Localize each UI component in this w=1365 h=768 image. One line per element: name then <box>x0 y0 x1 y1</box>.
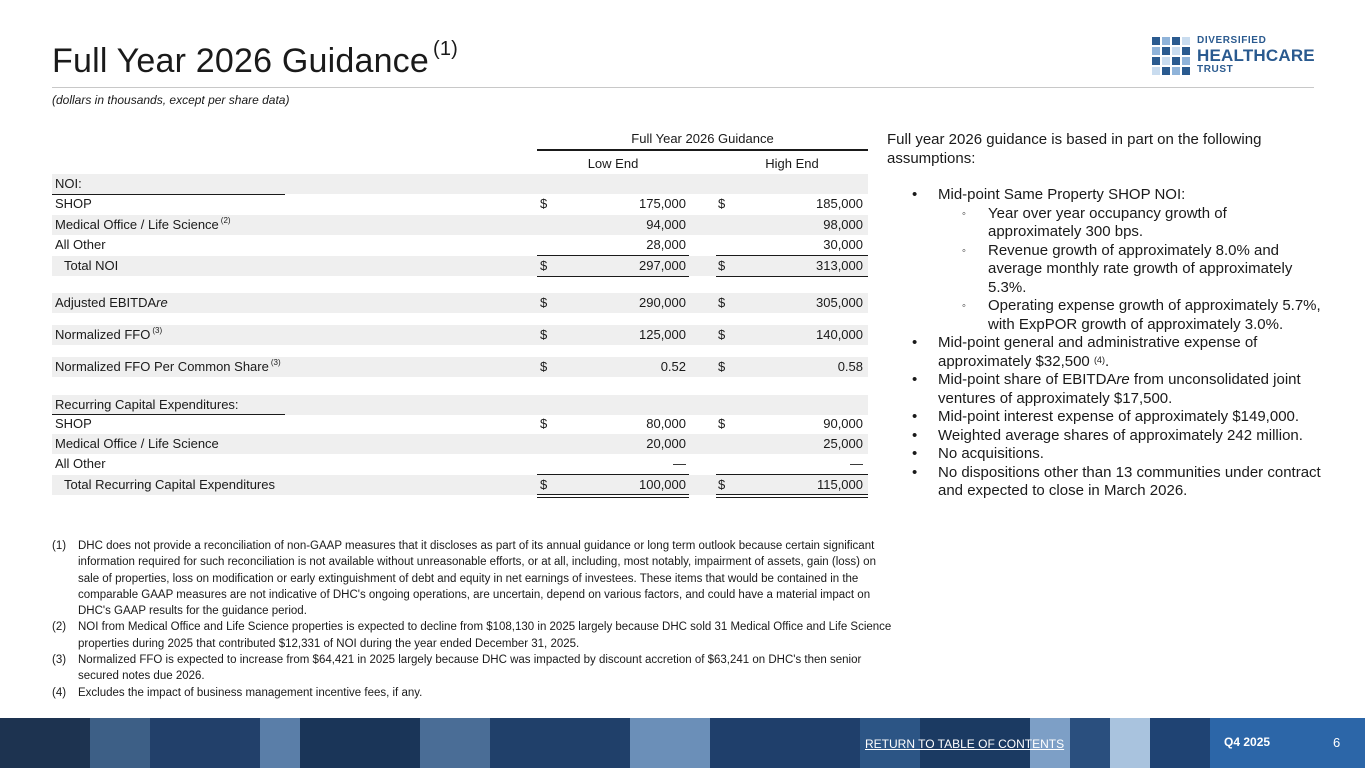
footnote-text: Normalized FFO is expected to increase from $64,421 in 2025 largely because DHC was impacted by discount accretion of $63,241 on DHC's then senior secured notes due 2026. <box>78 654 862 683</box>
list-item: • No acquisitions. <box>912 445 1322 464</box>
low-value: 94,000 <box>646 217 686 232</box>
logo-line-1: DIVERSIFIED <box>1197 35 1267 46</box>
table-row-ffo <box>52 325 868 345</box>
currency-symbol: $ <box>718 416 726 431</box>
high-value: 313,000 <box>816 258 863 273</box>
row-label: All Other <box>55 237 106 252</box>
footnote-number: (4) <box>52 686 67 699</box>
high-value: 140,000 <box>816 327 863 342</box>
row-label: Total Recurring Capital Expenditures <box>64 477 275 492</box>
row-label: Medical Office / Life Science <box>55 436 219 451</box>
footnote-number: (3) <box>52 654 67 667</box>
page-number: 6 <box>1333 735 1341 750</box>
footnote-ref: (4) <box>1093 354 1105 365</box>
row-label <box>55 359 281 374</box>
row-label: Total NOI <box>64 258 119 273</box>
list-item: • No dispositions other than 13 communities under contract and expected to close in March 2026. <box>912 464 1322 501</box>
currency-symbol: $ <box>540 295 548 310</box>
high-value: 185,000 <box>816 196 863 211</box>
table-row-ebitda <box>52 293 868 313</box>
footnote-number: (2) <box>52 621 67 634</box>
company-logo <box>1152 36 1322 78</box>
row-label-text: Adjusted EBITDA <box>55 295 157 310</box>
row-label-text: Medical Office / Life Science <box>55 217 219 232</box>
bullet-text-end: from unconsolidated joint ventures of approximately $17,500. <box>938 371 1301 407</box>
high-value: 305,000 <box>816 295 863 310</box>
footnote-ref: (3) <box>152 326 163 335</box>
low-value: 0.52 <box>660 359 686 374</box>
footnote <box>52 538 898 619</box>
footnote-text: Excludes the impact of business management incentive fees, if any. <box>78 686 423 699</box>
assumptions-list <box>912 186 1322 501</box>
row-label <box>55 217 231 232</box>
high-value: 25,000 <box>823 436 863 451</box>
table-row <box>52 194 868 214</box>
footnote <box>52 652 898 685</box>
list-item <box>912 186 1322 334</box>
high-value: 98,000 <box>823 217 863 232</box>
logo-mark-icon <box>1152 37 1190 75</box>
footnote <box>52 619 898 652</box>
low-value: 80,000 <box>646 416 686 431</box>
footer-banner <box>0 718 1365 768</box>
assumptions-intro: Full year 2026 guidance is based in part on the following assumptions: <box>887 131 1262 167</box>
bullet-text: Mid-point share of EBITDA <box>938 371 1117 388</box>
logo-wordmark <box>1197 36 1315 75</box>
footnotes <box>52 538 898 701</box>
logo-line-3: TRUST <box>1197 64 1234 75</box>
total-double-underline <box>716 494 868 498</box>
column-header-low: Low End <box>587 156 639 171</box>
logo-line-2: HEALTHCARE <box>1197 46 1315 65</box>
row-label: All Other <box>55 456 106 471</box>
list-item <box>912 334 1322 371</box>
high-value: 90,000 <box>823 416 863 431</box>
footnote-text: DHC does not provide a reconciliation of non-GAAP measures that it discloses as part of its annual guidance or long term outlook because certain significant information required for such reconciliation is not available without unreasonable efforts, or at all, including, most notably, impairment of assets, gain (loss) on sale of properties, loss on modification or early extinguishment of debt and equity in net earnings of investees. These items that would be contained in the comparable GAAP measures are not indicative of DHC's ongoing operations, are uncertain, depend on various factors, and could have a material impact on DHC's GAAP results for the guidance period. <box>78 540 876 618</box>
footer-quarter: Q4 2025 <box>1224 735 1271 749</box>
table-row <box>52 434 868 454</box>
high-value: 0.58 <box>837 359 863 374</box>
total-double-underline <box>537 494 689 498</box>
row-label <box>55 295 168 310</box>
low-value: 175,000 <box>639 196 686 211</box>
currency-symbol: $ <box>718 258 726 273</box>
table-heading-rule <box>537 149 868 151</box>
currency-symbol: $ <box>718 327 726 342</box>
currency-symbol: $ <box>718 295 726 310</box>
low-value: 28,000 <box>646 237 686 252</box>
table-row-capex-header <box>52 395 868 415</box>
high-value: 30,000 <box>823 237 863 252</box>
low-value: 125,000 <box>639 327 686 342</box>
currency-symbol: $ <box>540 477 548 492</box>
table-row-noi-header <box>52 174 868 194</box>
high-value: 115,000 <box>816 477 863 492</box>
high-value: — <box>850 456 863 471</box>
row-label: SHOP <box>55 416 92 431</box>
currency-symbol: $ <box>540 196 548 211</box>
table-row <box>52 235 868 255</box>
table-row <box>52 215 868 235</box>
row-label-text: Normalized FFO <box>55 327 151 342</box>
table-row <box>52 454 868 474</box>
table-row <box>52 414 868 434</box>
list-item: • Weighted average shares of approximately 242 million. <box>912 427 1322 446</box>
row-label: SHOP <box>55 196 92 211</box>
list-item <box>912 371 1322 408</box>
title-divider <box>52 87 1314 88</box>
footnote-number: (1) <box>52 540 67 552</box>
bullet-text-italic: re <box>1116 371 1130 388</box>
row-label <box>55 327 162 342</box>
total-underline <box>716 276 868 277</box>
table-row-total-capex <box>52 475 868 495</box>
currency-symbol: $ <box>718 196 726 211</box>
low-value: 20,000 <box>646 436 686 451</box>
page-title <box>52 38 459 81</box>
table-row-total-noi <box>52 256 868 276</box>
return-to-contents-link[interactable]: RETURN TO TABLE OF CONTENTS <box>865 737 1065 751</box>
sub-list <box>962 205 1322 335</box>
footnote <box>52 685 898 701</box>
row-label: NOI: <box>55 176 82 191</box>
table-heading: Full Year 2026 Guidance <box>631 131 774 146</box>
low-value: 290,000 <box>639 295 686 310</box>
page-title-text: Full Year 2026 Guidance <box>52 42 429 80</box>
currency-symbol: $ <box>718 359 726 374</box>
currency-symbol: $ <box>540 327 548 342</box>
list-item: • Mid-point interest expense of approximately $149,000. <box>912 408 1322 427</box>
row-label: Recurring Capital Expenditures: <box>55 397 239 412</box>
footnote-ref: (2) <box>220 216 231 225</box>
footnote-text: NOI from Medical Office and Life Science properties is expected to decline from $108,130 in 2025 largely because DHC sold 31 Medical Office and Life Science properties during 2025 that contributed $12,331 of NOI during the year ended December 31, 2025. <box>78 621 892 650</box>
currency-symbol: $ <box>540 416 548 431</box>
low-value: — <box>673 456 686 471</box>
page-subtitle: (dollars in thousands, except per share data) <box>52 93 290 107</box>
low-value: 297,000 <box>639 258 686 273</box>
footnote-ref: (3) <box>270 358 281 367</box>
row-label-text: Normalized FFO Per Common Share <box>55 359 269 374</box>
column-header-high: High End <box>765 156 819 171</box>
bullet-text-end: . <box>1104 352 1110 370</box>
table-row-ffo-per-share <box>52 357 868 377</box>
sub-list-item: ◦ Year over year occupancy growth of approximately 300 bps. <box>962 205 1322 242</box>
low-value: 100,000 <box>639 477 686 492</box>
currency-symbol: $ <box>718 477 726 492</box>
currency-symbol: $ <box>540 359 548 374</box>
currency-symbol: $ <box>540 258 548 273</box>
sub-list-item: ◦ Operating expense growth of approximately 5.7%, with ExpPOR growth of approximately 3.0%. <box>962 297 1322 334</box>
sub-list-item: ◦ Revenue growth of approximately 8.0% and average monthly rate growth of approximately 5.3%. <box>962 242 1322 298</box>
bullet-text: Mid-point Same Property SHOP NOI: <box>938 186 1186 203</box>
bullet-text: Mid-point general and administrative expense of approximately $32,500 <box>938 334 1258 370</box>
title-footnote-ref: (1) <box>433 38 459 60</box>
total-underline <box>537 276 689 277</box>
row-label-italic: re <box>156 295 168 310</box>
